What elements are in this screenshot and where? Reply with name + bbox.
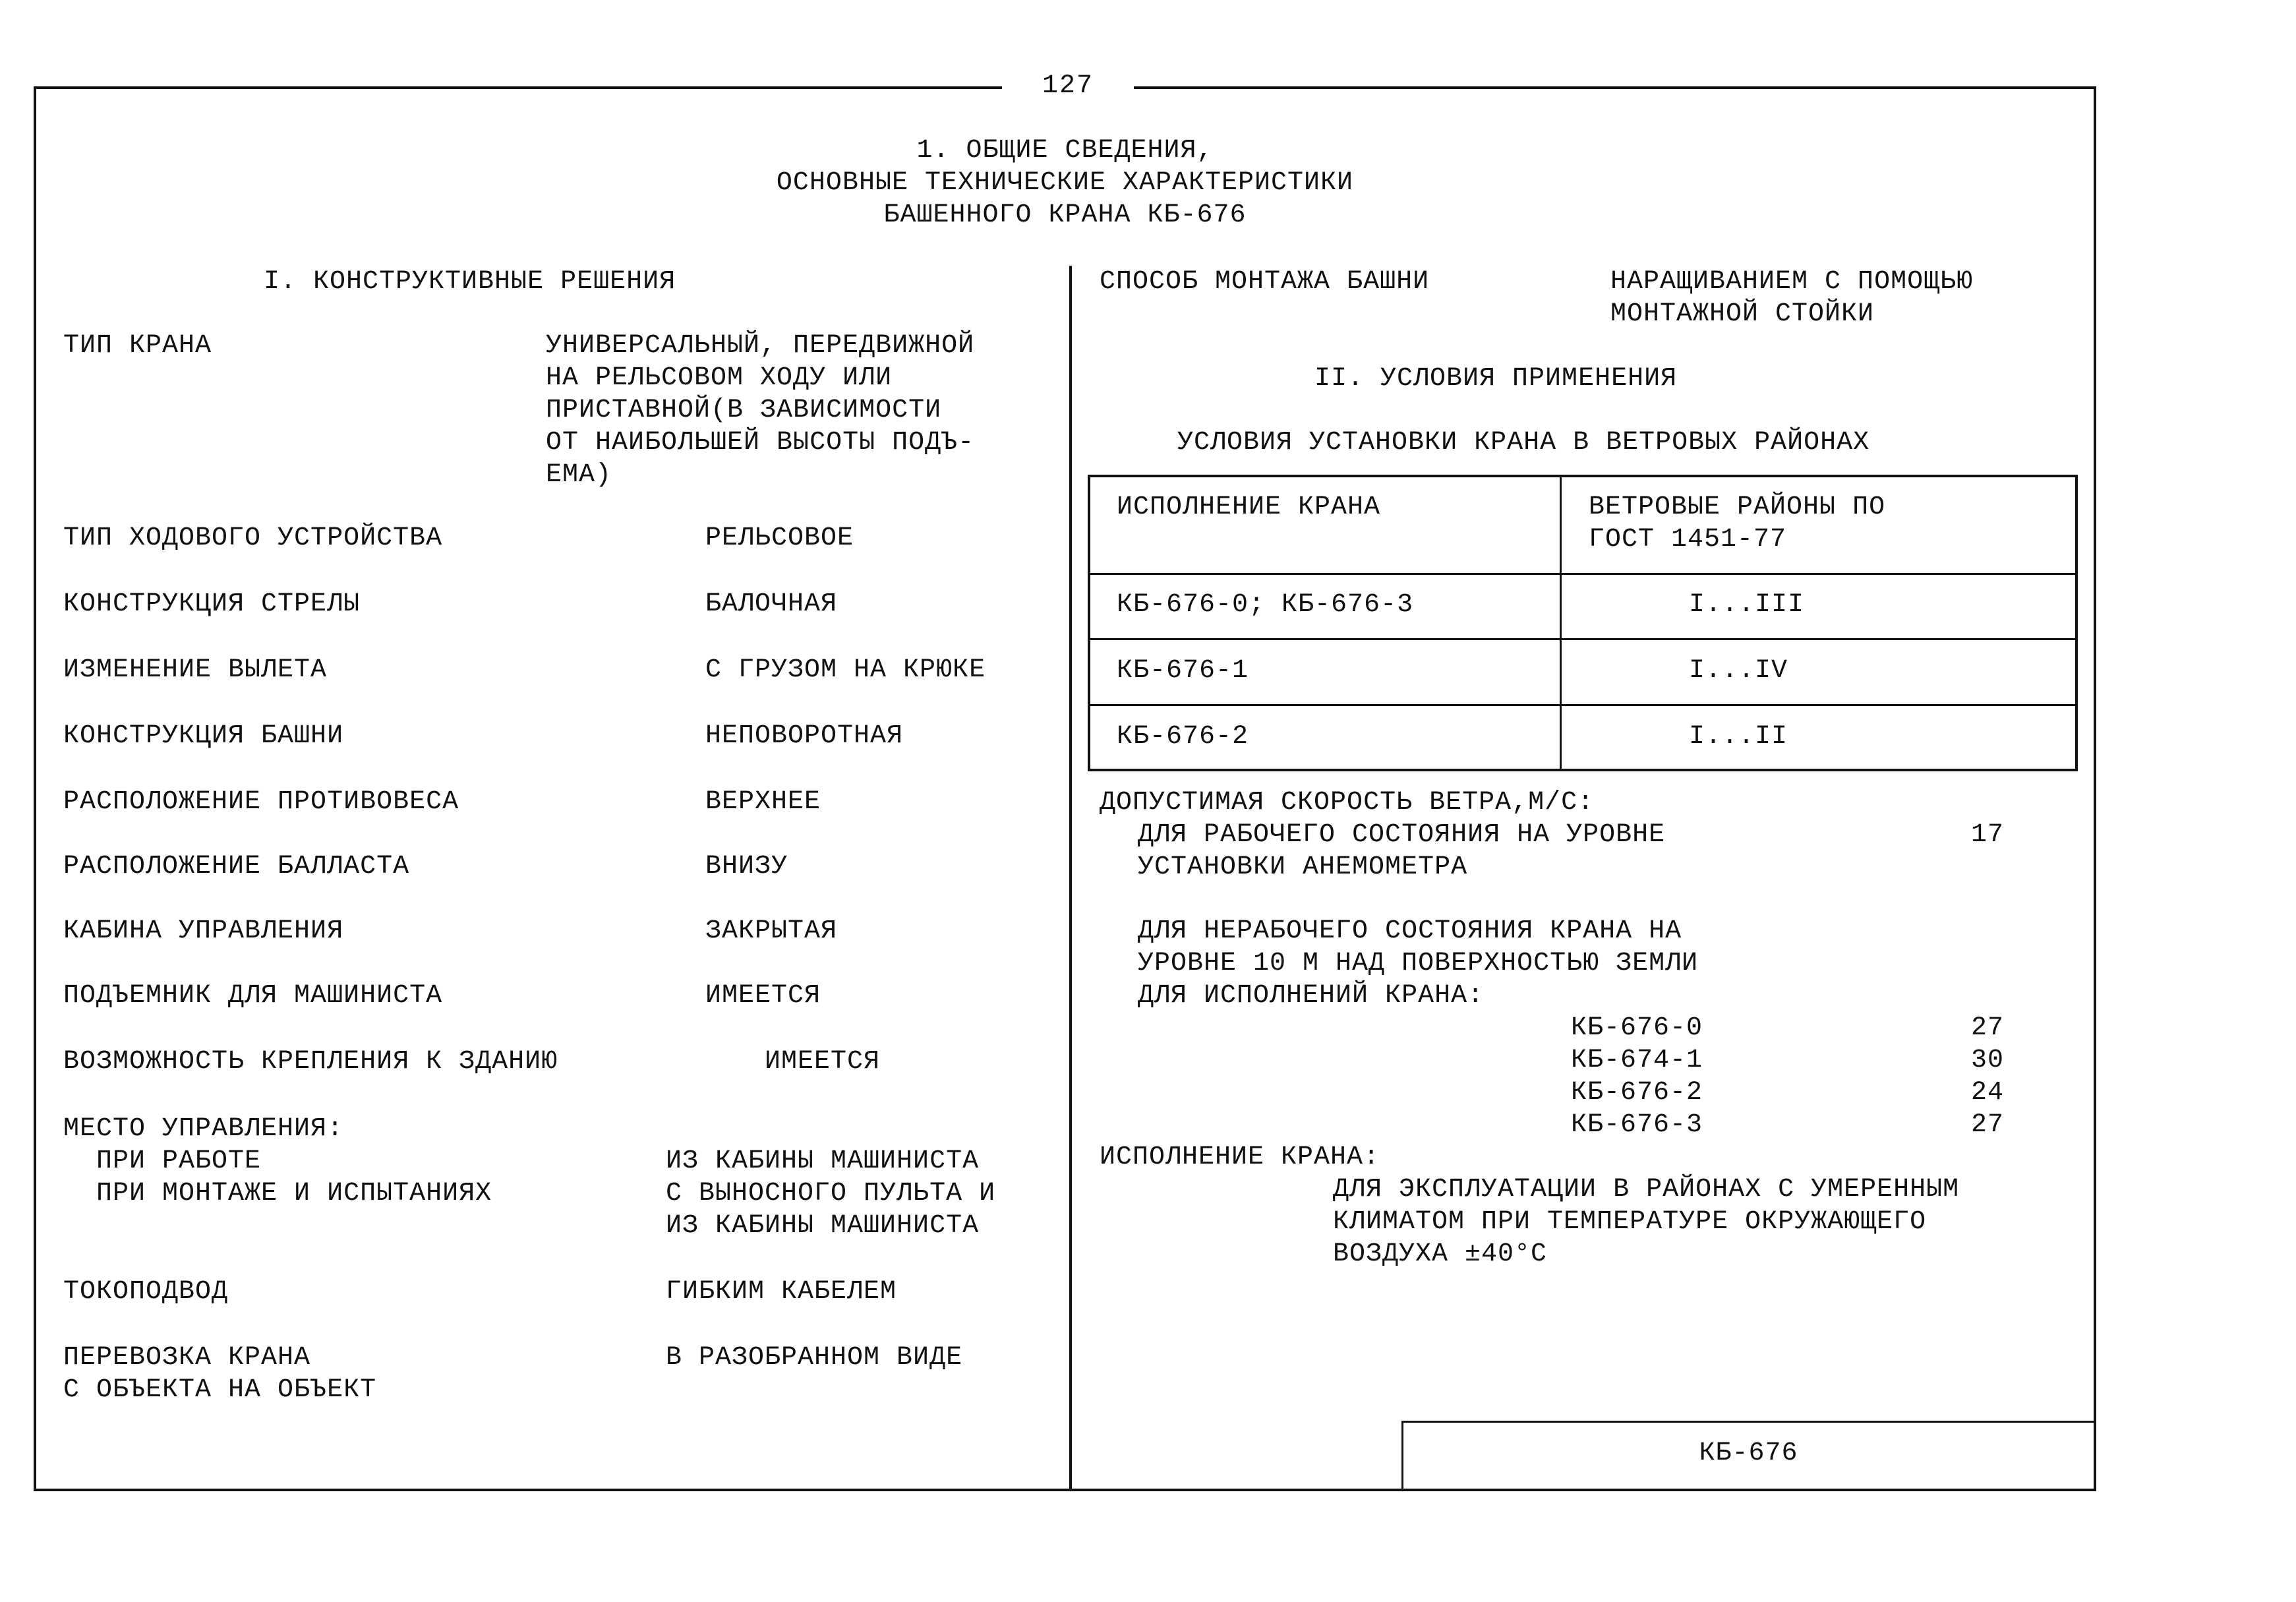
row-value-crane-type: УНИВЕРСАЛЬНЫЙ, ПЕРЕДВИЖНОЙ НА РЕЛЬСОВОМ ХОДУ ИЛИ ПРИСТАВНОЙ(В ЗАВИСИМОСТИ ОТ НАИБОЛЬШЕЙ ВЫСОТЫ ПОДЪ- ЕМА) xyxy=(546,331,975,490)
variant-value: 27 xyxy=(1971,1013,2005,1043)
row-label-power-supply: ТОКОПОДВОД xyxy=(63,1277,229,1307)
wind-working-text: ДЛЯ РАБОЧЕГО СОСТОЯНИЯ НА УРОВНЕ УСТАНОВКИ АНЕМОМЕТРА xyxy=(1138,820,1666,882)
page-number: 127 xyxy=(1002,70,1134,102)
frame-left xyxy=(34,86,36,1491)
stamp-top xyxy=(1401,1421,2096,1423)
variant-value: 30 xyxy=(1971,1046,2005,1075)
section-title-conditions: II. УСЛОВИЯ ПРИМЕНЕНИЯ xyxy=(1314,364,1678,394)
table-header-bottom xyxy=(1088,573,2078,575)
table-cell-execution: КБ-676-1 xyxy=(1117,656,1249,686)
frame-right xyxy=(2094,86,2096,1491)
wind-speed-heading: ДОПУСТИМАЯ СКОРОСТЬ ВЕТРА,М/С: xyxy=(1100,788,1595,817)
table-right xyxy=(2075,475,2078,771)
variant-value: 24 xyxy=(1971,1078,2005,1108)
table-cell-regions: I...IV xyxy=(1689,656,1788,686)
table-cell-execution: КБ-676-2 xyxy=(1117,722,1249,752)
table-header-wind-regions: ВЕТРОВЫЕ РАЙОНЫ ПО ГОСТ 1451-77 xyxy=(1589,492,1886,554)
row-value-transport: В РАЗОБРАННОМ ВИДЕ xyxy=(666,1343,963,1373)
row-value-counterweight: ВЕРХНЕЕ xyxy=(705,787,821,817)
row-label-running-gear: ТИП ХОДОВОГО УСТРОЙСТВА xyxy=(63,523,443,553)
row-label-control-place: МЕСТО УПРАВЛЕНИЯ: ПРИ РАБОТЕ ПРИ МОНТАЖЕ И ИСПЫТАНИЯХ xyxy=(63,1114,492,1208)
row-label-tower: КОНСТРУКЦИЯ БАШНИ xyxy=(63,721,344,751)
execution-label: ИСПОЛНЕНИЕ КРАНА: xyxy=(1100,1142,1380,1172)
table-title: УСЛОВИЯ УСТАНОВКИ КРАНА В ВЕТРОВЫХ РАЙОНАХ xyxy=(1177,428,1870,458)
row-label-reach: ИЗМЕНЕНИЕ ВЫЛЕТА xyxy=(63,655,328,685)
row-value-cabin: ЗАКРЫТАЯ xyxy=(705,916,838,946)
variant-name: КБ-676-0 xyxy=(1571,1013,1703,1043)
row-label-crane-type: ТИП КРАНА xyxy=(63,331,212,361)
wind-idle-text: ДЛЯ НЕРАБОЧЕГО СОСТОЯНИЯ КРАНА НА УРОВНЕ 10 М НАД ПОВЕРХНОСТЬЮ ЗЕМЛИ ДЛЯ ИСПОЛНЕНИЙ КРАНА: xyxy=(1138,916,1699,1011)
row-label-operator-lift: ПОДЪЕМНИК ДЛЯ МАШИНИСТА xyxy=(63,981,443,1011)
row-value-boom: БАЛОЧНАЯ xyxy=(705,589,838,619)
frame-bottom xyxy=(34,1489,2096,1491)
execution-text: ДЛЯ ЭКСПЛУАТАЦИИ В РАЙОНАХ С УМЕРЕННЫМ КЛИМАТОМ ПРИ ТЕМПЕРАТУРЕ ОКРУЖАЮЩЕГО ВОЗДУХА ±40°С xyxy=(1333,1175,1960,1269)
row-value-reach: С ГРУЗОМ НА КРЮКЕ xyxy=(705,655,986,685)
row-value-tower: НЕПОВОРОТНАЯ xyxy=(705,721,904,751)
variant-name: КБ-674-1 xyxy=(1571,1046,1703,1075)
row-label-building-tie: ВОЗМОЖНОСТЬ КРЕПЛЕНИЯ К ЗДАНИЮ xyxy=(63,1047,558,1077)
row-value-ballast: ВНИЗУ xyxy=(705,852,788,881)
row-label-ballast: РАСПОЛОЖЕНИЕ БАЛЛАСТА xyxy=(63,852,410,881)
row-label-transport: ПЕРЕВОЗКА КРАНА С ОБЪЕКТА НА ОБЪЕКТ xyxy=(63,1343,377,1405)
column-divider xyxy=(1069,266,1072,1490)
variant-name: КБ-676-2 xyxy=(1571,1078,1703,1108)
table-cell-regions: I...II xyxy=(1689,722,1788,752)
table-bottom xyxy=(1088,769,2078,771)
row-value-building-tie: ИМЕЕТСЯ xyxy=(765,1047,881,1077)
table-row1-bottom xyxy=(1088,638,2078,640)
row-label-cabin: КАБИНА УПРАВЛЕНИЯ xyxy=(63,916,344,946)
frame-top-right xyxy=(1134,86,2096,89)
variant-name: КБ-676-3 xyxy=(1571,1110,1703,1140)
frame-top-left xyxy=(34,86,1002,89)
table-left xyxy=(1088,475,1090,771)
header-line-2: ОСНОВНЫЕ ТЕХНИЧЕСКИЕ ХАРАКТЕРИСТИКИ xyxy=(776,168,1354,198)
table-cell-regions: I...III xyxy=(1689,590,1805,620)
row-label-counterweight: РАСПОЛОЖЕНИЕ ПРОТИВОВЕСА xyxy=(63,787,459,817)
row-value-power-supply: ГИБКИМ КАБЕЛЕМ xyxy=(666,1277,897,1307)
row-label-boom: КОНСТРУКЦИЯ СТРЕЛЫ xyxy=(63,589,361,619)
section-title-design: I. КОНСТРУКТИВНЫЕ РЕШЕНИЯ xyxy=(264,267,676,297)
header-line-1: 1. ОБЩИЕ СВЕДЕНИЯ, xyxy=(916,136,1214,165)
mount-method-value: НАРАЩИВАНИЕМ С ПОМОЩЬЮ МОНТАЖНОЙ СТОЙКИ xyxy=(1610,267,1974,329)
table-middle xyxy=(1560,475,1562,771)
header-line-3: БАШЕННОГО КРАНА КБ-676 xyxy=(883,200,1247,230)
table-row2-bottom xyxy=(1088,704,2078,706)
row-value-operator-lift: ИМЕЕТСЯ xyxy=(705,981,821,1011)
stamp-code: КБ-676 xyxy=(1699,1439,1798,1468)
table-cell-execution: КБ-676-0; КБ-676-3 xyxy=(1117,590,1414,620)
table-header-execution: ИСПОЛНЕНИЕ КРАНА xyxy=(1117,492,1381,522)
variant-value: 27 xyxy=(1971,1110,2005,1140)
wind-working-value: 17 xyxy=(1971,820,2005,850)
row-value-control-place: ИЗ КАБИНЫ МАШИНИСТА С ВЫНОСНОГО ПУЛЬТА И ИЗ КАБИНЫ МАШИНИСТА xyxy=(666,1146,996,1241)
mount-method-label: СПОСОБ МОНТАЖА БАШНИ xyxy=(1100,267,1430,297)
table-top xyxy=(1088,475,2078,477)
row-value-running-gear: РЕЛЬСОВОЕ xyxy=(705,523,854,553)
